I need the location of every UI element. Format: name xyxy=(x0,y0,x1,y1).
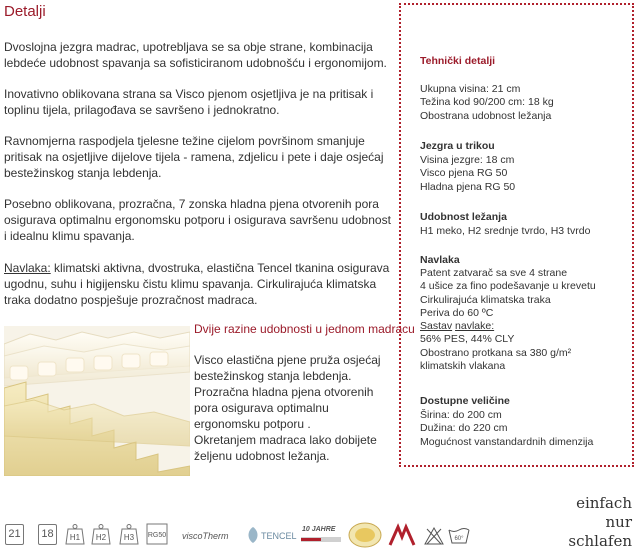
cover-label: Navlaka: xyxy=(4,261,51,275)
leaf-icon xyxy=(246,526,260,544)
wash-temp-label: 60° xyxy=(454,536,464,542)
cover-heading: Navlaka xyxy=(420,254,460,266)
feature-line-turn: Okretanjem madraca lako dobijete željenu udobnost ležanja. xyxy=(194,433,377,463)
warranty-stripe-icon xyxy=(301,535,341,545)
cover-climate-band: Cirkulirajuća klimatska traka xyxy=(420,293,551,306)
size-width: Širina: do 200 cm xyxy=(420,409,502,421)
visco-paragraph: Inovativno oblikovana strana sa Visco pjenom osjetljiva je na pritisak i toplinu tijela, prilagođava se savršeno i jednokratno. xyxy=(4,87,374,117)
size-length: Dužina: do 220 cm xyxy=(420,422,508,435)
ten-year-warranty-badge: 10 JAHRE xyxy=(302,526,336,533)
cover-fibers: klimatskih vlakana xyxy=(420,360,506,373)
cover-paragraph-text: klimatski aktivna, dvostruka, elastična Tencel tkanina osigurava ugodnu, suhu i higijensku čistu klimu spavanja. Cirkulirajuća klimatska traka dodatno pospješuje prozračnost madraca. xyxy=(4,261,390,307)
foam-paragraph: Posebno oblikovana, prozračna, 7 zonska hladna pjena otvorenih pora osigurava optimalnu ergonomsku potporu i osigurava savršenu udobnost i idealnu klimu spavanja. xyxy=(4,197,391,243)
cover-composition-label-2: navlake: xyxy=(455,320,495,333)
core-cold-foam: Hladna pjena RG 50 xyxy=(420,180,516,193)
no-bleach-icon xyxy=(424,527,444,545)
cover-paragraph xyxy=(4,260,394,308)
core-height: Visina jezgre: 18 cm xyxy=(420,154,515,166)
viscotherm-logo: viscoTherm xyxy=(182,531,229,541)
cover-composition-label: Sastav xyxy=(420,320,453,333)
slogan-line-1: einfach xyxy=(576,494,632,512)
cover-material: 56% PES, 44% CLY xyxy=(420,333,515,346)
sizes-heading: Dostupne veličine xyxy=(420,395,510,407)
h3-label: H3 xyxy=(123,533,135,542)
weight: Težina kod 90/200 cm: 18 kg xyxy=(420,96,554,109)
breathable-icon xyxy=(388,523,416,547)
comfort-heading: Udobnost ležanja xyxy=(420,211,507,223)
details-heading: Tehnički detalji xyxy=(420,55,496,67)
cover-weave: Obostrano protkana sa 380 g/m² xyxy=(420,346,572,359)
cover-loops: 4 ušice za fino podešavanje u krevetu xyxy=(420,280,596,293)
cover-washable: Periva do 60 ºC xyxy=(420,306,494,319)
h1-weight-icon xyxy=(64,523,86,545)
h2-weight-icon xyxy=(90,523,112,545)
height-icon: 21 xyxy=(5,524,24,545)
size-custom: Mogućnost vanstandardnih dimenzija xyxy=(420,435,594,448)
rg50-icon xyxy=(146,523,168,545)
details-core xyxy=(420,154,515,194)
cover-zipper: Patent zatvarač sa sve 4 strane xyxy=(420,267,568,279)
feature-line-visco: Visco elastična pjene pruža osjećaj bestežinskog stanja lebdenja. xyxy=(194,353,381,383)
pressure-paragraph: Ravnomjerna raspodjela tjelesne težine cijelom površinom smanjuje pritisak na osjetljive dijelove tijela - ramena, zdjelicu i pete i daje osjećaj bestežinskog stanja lebdenja. xyxy=(4,134,384,180)
details-cover xyxy=(420,267,596,373)
page-title: Detalji xyxy=(4,3,46,20)
mattress-image xyxy=(4,326,190,476)
feature-title: Dvije razine udobnosti u jednom madracu xyxy=(194,322,415,336)
h3-weight-icon xyxy=(118,523,140,545)
core-visco: Visco pjena RG 50 xyxy=(420,167,508,180)
wash-icon xyxy=(448,527,470,545)
brand-slogan xyxy=(568,494,632,551)
tencel-logo: TENCEL xyxy=(261,531,297,541)
h1-label: H1 xyxy=(69,533,81,542)
feature-text xyxy=(194,352,394,464)
slogan-line-2: nur xyxy=(605,513,632,531)
intro-paragraph: Dvoslojna jezgra madrac, upotrebljava se sa obje strane, kombinacija lebdeće udobnost spavanja sa sofisticiranom udobnošću i ergonomijom. xyxy=(4,40,387,70)
total-height: Ukupna visina: 21 cm xyxy=(420,83,521,95)
core-heading: Jezgra u trikou xyxy=(420,140,495,152)
details-general xyxy=(420,83,554,123)
details-sizes xyxy=(420,409,593,449)
core-height-icon: 18 xyxy=(38,524,57,545)
slogan-line-3: schlafen xyxy=(568,532,632,550)
h2-label: H2 xyxy=(95,533,107,542)
details-comfort: H1 meko, H2 srednje tvrdo, H3 tvrdo xyxy=(420,225,591,237)
feature-line-foam: Prozračna hladna pjena otvorenih pora osigurava optimalnu ergonomsku potporu . xyxy=(194,385,374,431)
two-sided: Obostrana udobnost ležanja xyxy=(420,109,552,122)
rg50-label: RG50 xyxy=(147,532,167,539)
quality-seal-icon xyxy=(348,521,382,549)
